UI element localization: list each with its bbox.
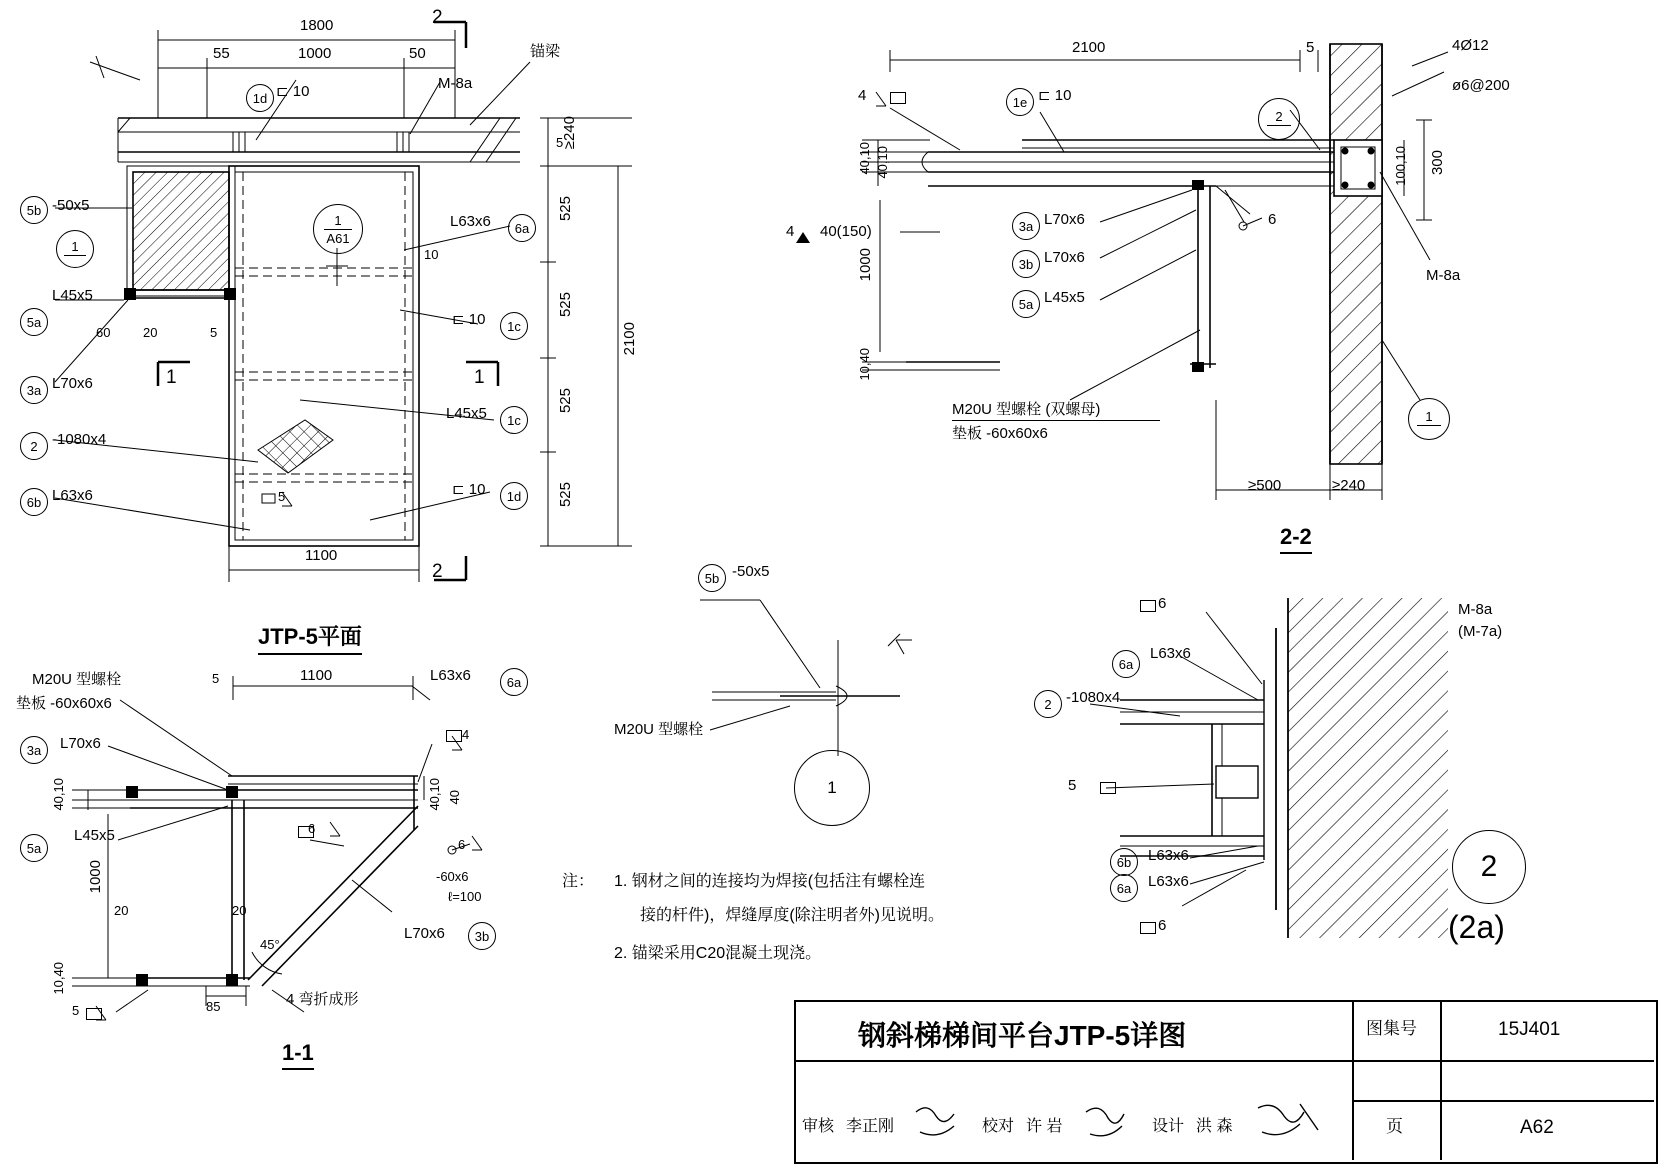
titleblock-page-label: 页 [1386, 1117, 1403, 1136]
plan-label-2: -1080x4 [52, 431, 107, 448]
plan-label-5b: -50x5 [52, 197, 90, 214]
sec11-dim-20a: 20 [114, 903, 129, 918]
plan-dim-1000: 1000 [298, 45, 332, 62]
sec11-dim-85: 85 [206, 999, 221, 1014]
plan-dim-525-a: 525 [557, 196, 574, 222]
sec11-bolt-note-l2: 垫板 -60x60x6 [16, 695, 112, 712]
titleblock-design-label: 设计 [1152, 1118, 1185, 1135]
plan-dim-525-d: 525 [557, 482, 574, 508]
sec22-title: 2-2 [1280, 524, 1312, 554]
sec22-label-5a: L45x5 [1044, 289, 1085, 306]
sec22-detail-bubble-1 [1408, 398, 1450, 440]
plan-detail-bubble-1-left [56, 230, 94, 268]
plan-tag-5a: 5a [20, 308, 48, 336]
plan-label-3a: L70x6 [52, 375, 93, 392]
titleblock-design-name: 洪 森 [1196, 1118, 1233, 1135]
plan-label-1d: ⊏ 10 [276, 83, 310, 100]
sec22-bolt-note-l2: 垫板 -60x60x6 [952, 425, 1048, 442]
plan-detail-ref-sheet: A61 [326, 230, 350, 246]
sec22-dim-2100: 2100 [1072, 39, 1106, 56]
sec22-dim-1000: 1000 [857, 248, 874, 282]
plan-dim-ge240: ≥240 [561, 116, 578, 150]
detail2-weld-5: 5 [1068, 777, 1077, 794]
sec11-weld-5: 5 [72, 1003, 80, 1018]
sec11-weld-4: 4 [462, 727, 470, 742]
plan-dim-525-c: 525 [557, 388, 574, 414]
plan-label-6a: L63x6 [450, 213, 491, 230]
plan-weld-5: 5 [278, 489, 286, 504]
sec11-tag-3a: 3a [20, 736, 48, 764]
detail2-m8a-l1: M-8a [1458, 601, 1493, 618]
sec11-square-icon-c [86, 1008, 102, 1020]
detail2-label-6a2: L63x6 [1148, 873, 1189, 890]
sec22-dim-100-10: 100,10 [1393, 146, 1408, 186]
sec11-square-icon-b [446, 730, 462, 742]
plan-title: JTP-5平面 [258, 620, 362, 655]
sec22-dim-5: 5 [1306, 39, 1315, 56]
detail1-number-bubble: 1 [794, 750, 870, 826]
detail1-tag-5b: 5b [698, 564, 726, 592]
sec22-stack3: 10,40 [857, 348, 872, 381]
sec11-dim-1000: 1000 [87, 860, 104, 894]
sec22-bolt-note-l1: M20U 型螺栓 (双螺母) [952, 401, 1101, 418]
plan-section-mark-2-bottom: 2 [432, 561, 443, 582]
detail2-number-bubble: 2 [1452, 830, 1526, 904]
sec22-stack1: 40,10 [857, 142, 872, 175]
detail2-tag-6a2: 6a [1110, 874, 1138, 902]
detail2-square-icon-top [1140, 600, 1156, 612]
sec22-m8a: M-8a [1426, 267, 1461, 284]
plan-tag-1d: 1d [246, 84, 274, 112]
sec11-dim-20b: 20 [232, 903, 247, 918]
sec22-tag-3a: 3a [1012, 212, 1040, 240]
plan-dim-60: 60 [96, 325, 111, 340]
plan-section-mark-1-left: 1 [166, 367, 177, 388]
sec22-dim-ge240: ≥240 [1332, 477, 1366, 494]
plan-tag-5b: 5b [20, 196, 48, 224]
detail2-m8a-l2: (M-7a) [1458, 623, 1503, 640]
sec11-title: 1-1 [282, 1040, 314, 1070]
sec11-stack-right: 40,10 [427, 778, 442, 811]
plan-m8a-label: M-8a [438, 75, 473, 92]
titleblock-atlas-label: 图集号 [1366, 1019, 1417, 1038]
sec11-label-5a: L45x5 [74, 827, 115, 844]
sec11-plate-label: -60x6 [436, 869, 469, 884]
notes-line-2: 2. 锚梁采用C20混凝土现浇。 [614, 945, 822, 962]
plan-label-1e: ⊏ 10 [452, 311, 486, 328]
sec11-stack-bot: 10,40 [51, 962, 66, 995]
plan-label-5a: L45x5 [52, 287, 93, 304]
plan-tag-3a: 3a [20, 376, 48, 404]
sec22-rebar-main: 4Ø12 [1452, 37, 1489, 54]
plan-detail-ref-number: 1 [334, 212, 342, 228]
sec22-label-3b: L70x6 [1044, 249, 1085, 266]
titleblock-title: 钢斜梯梯间平台JTP-5详图 [858, 1020, 1187, 1051]
detail2-square-icon-bottom [1140, 922, 1156, 934]
titleblock-atlas-no: 15J401 [1498, 1019, 1561, 1040]
plan-dim-10: 10 [424, 247, 439, 262]
notes-line-1b: 接的杆件)，焊缝厚度(除注明者外)见说明。 [640, 907, 944, 924]
plan-dim-2100: 2100 [621, 322, 638, 356]
sec22-weld-6: 6 [1268, 211, 1277, 228]
sec22-label-1e: ⊏ 10 [1038, 87, 1072, 104]
sec22-dim-ge500: ≥500 [1248, 477, 1282, 494]
plan-tag-6b: 6b [20, 488, 48, 516]
plan-tag-6a: 6a [508, 214, 536, 242]
plan-dim-1100: 1100 [305, 547, 338, 564]
titleblock-review-name: 李正刚 [846, 1118, 895, 1135]
plan-tag-1d2: 1d [500, 482, 528, 510]
plan-dim-1800: 1800 [300, 17, 334, 34]
plan-dim-20: 20 [143, 325, 158, 340]
detail2-square-icon-mid [1100, 782, 1116, 794]
sec22-weld-4b: 4 [786, 223, 795, 240]
plan-section-mark-1-right: 1 [474, 367, 485, 388]
sec22-label-3a: L70x6 [1044, 211, 1085, 228]
sec22-tag-5a: 5a [1012, 290, 1040, 318]
sec22-stack1b: 40,10 [875, 146, 890, 179]
sec11-weld-6a: 6 [308, 821, 316, 836]
sec11-tag-3b: 3b [468, 922, 496, 950]
detail1-label-5b: -50x5 [732, 563, 770, 580]
sec22-square-icon [890, 92, 906, 104]
sec11-tag-6a: 6a [500, 668, 528, 696]
plan-tag-2: 2 [20, 432, 48, 460]
sec22-rebar-stirrup: ø6@200 [1452, 77, 1510, 94]
detail2-tag-2: 2 [1034, 690, 1062, 718]
detail2-weld-6-bottom: 6 [1158, 917, 1167, 934]
titleblock-check-name: 许 岩 [1026, 1118, 1063, 1135]
titleblock-page-no: A62 [1520, 1117, 1554, 1138]
notes-prefix: 注： [562, 873, 595, 890]
sec22-weld-4: 4 [858, 87, 867, 104]
detail2-label-2: -1080x4 [1066, 689, 1121, 706]
sec11-label-6a: L63x6 [430, 667, 471, 684]
detail2-tag-6b: 6b [1110, 848, 1138, 876]
sec11-bend-note: 4 弯折成形 [286, 991, 359, 1008]
sec11-weld-length: ℓ=100 [448, 889, 482, 904]
plan-section-mark-2-top: 2 [432, 7, 443, 28]
sec11-label-3b: L70x6 [404, 925, 445, 942]
plan-label-6b: L63x6 [52, 487, 93, 504]
sec11-label-3a: L70x6 [60, 735, 101, 752]
detail2-label-6a: L63x6 [1150, 645, 1191, 662]
sec22-dim-300: 300 [1429, 150, 1446, 176]
sec11-dim-5: 5 [212, 671, 220, 686]
plan-dim-50: 50 [409, 45, 426, 62]
plan-anchor-beam-label: 锚梁 [530, 43, 561, 60]
plan-label-1c: L45x5 [446, 405, 487, 422]
sec22-tag-3b: 3b [1012, 250, 1040, 278]
plan-tag-1e: 1c [500, 312, 528, 340]
plan-dim-55: 55 [213, 45, 230, 62]
sec11-stack-left: 40,10 [51, 778, 66, 811]
sec22-detail-bubble-2 [1258, 98, 1300, 140]
detail2-weld-6-top: 6 [1158, 595, 1167, 612]
sec22-weld-text: 40(150) [820, 223, 872, 240]
sec11-bolt-note-l1: M20U 型螺栓 [32, 671, 122, 688]
plan-dim-5: 5 [210, 325, 218, 340]
plan-dim-5-right: 5 [556, 135, 564, 150]
sec22-detail-bubble-2-number: 2 [1275, 109, 1283, 124]
sec11-angle: 45° [260, 937, 280, 952]
sec11-stack-right2: 40 [447, 790, 462, 805]
detail2-tag-6a: 6a [1112, 650, 1140, 678]
sec22-detail-bubble-1-number: 1 [1425, 409, 1433, 424]
titleblock-review-label: 审核 [802, 1118, 835, 1135]
detail1-bolt-note: M20U 型螺栓 [614, 721, 704, 738]
plan-label-1d2: ⊏ 10 [452, 481, 486, 498]
titleblock-check-label: 校对 [982, 1118, 1015, 1135]
plan-dim-525-b: 525 [557, 292, 574, 318]
plan-detail-bubble-number: 1 [71, 239, 79, 254]
sec11-dim-1100: 1100 [300, 667, 333, 684]
sec22-tag-1e: 1e [1006, 88, 1034, 116]
notes-line-1a: 1. 钢材之间的连接均为焊接(包括注有螺栓连 [614, 873, 926, 890]
sec11-square-icon-a [298, 826, 314, 838]
plan-tag-1c: 1c [500, 406, 528, 434]
sec11-weld-6b: 6 [458, 837, 466, 852]
plan-detail-ref [313, 204, 363, 254]
detail2-label-6b: L63x6 [1148, 847, 1189, 864]
sec11-tag-5a: 5a [20, 834, 48, 862]
detail2-sub-label: (2a) [1448, 909, 1505, 945]
